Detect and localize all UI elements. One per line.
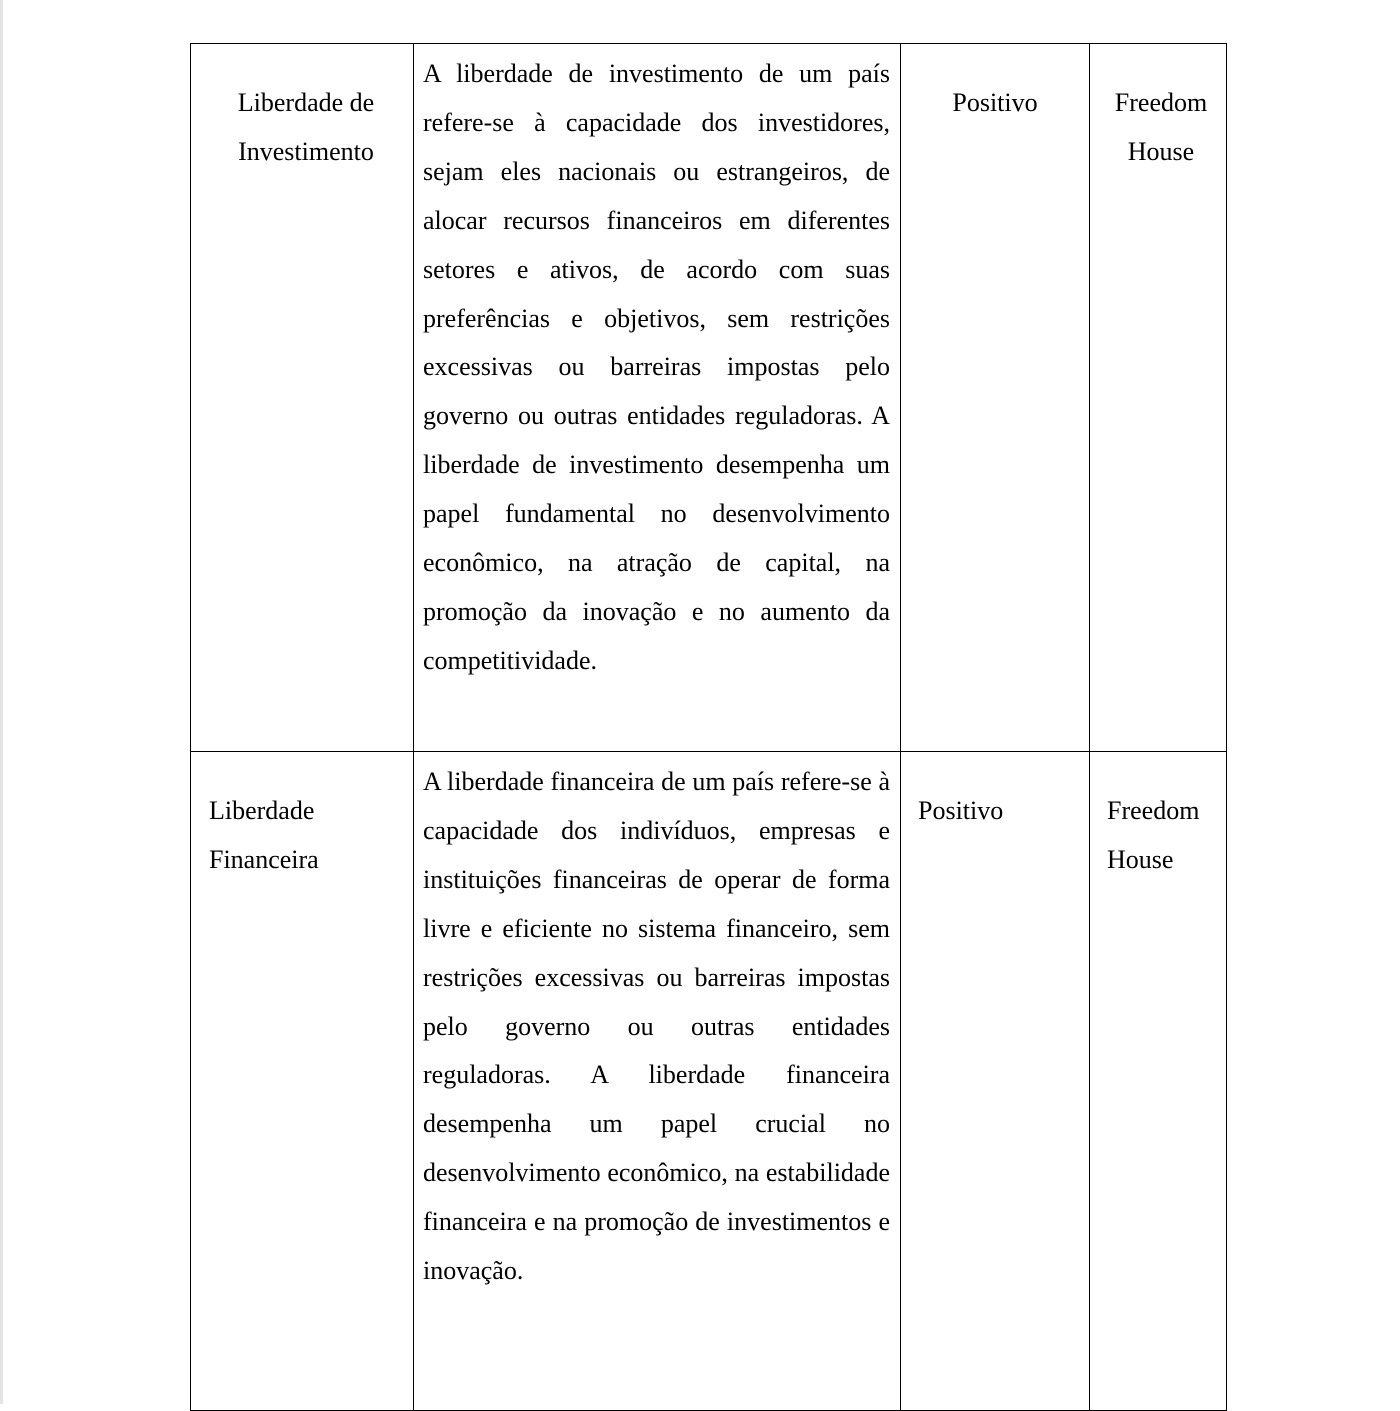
variable-name-cell (191, 752, 414, 1411)
variable-name-cell (191, 44, 414, 752)
expected-effect-cell (901, 752, 1090, 1411)
variable-description: A liberdade de investimento de um país refere-se à capacidade dos investidores, sejam eles nacionais ou estrangeiros, de alocar recursos financeiros em diferentes setores e ativos, de acordo com suas preferências e objetivos, sem restrições excessivas ou barreiras impostas pelo governo ou outras entidades reguladoras. A liberdade de investimento desempenha um papel fundamental no desenvolvimento econômico, na atração de capital, na promoção da inovação e no aumento da competitividade. (423, 59, 890, 675)
variable-description-cell (414, 44, 901, 752)
page-left-edge (0, 0, 3, 1404)
variable-name-line: Financeira (209, 844, 319, 874)
data-source-cell (1090, 44, 1227, 752)
data-source-cell (1090, 752, 1227, 1411)
data-source-line: Freedom (1114, 88, 1208, 117)
variable-name-line: Investimento (238, 136, 374, 166)
expected-effect-cell (901, 44, 1090, 752)
table-row (191, 752, 1227, 1411)
expected-effect: Positivo (952, 88, 1038, 117)
data-source-line: House (1127, 136, 1195, 166)
variable-description: A liberdade financeira de um país refere-se à capacidade dos indivíduos, empresas e instituições financeiras de operar de forma livre e eficiente no sistema financeiro, sem restrições excessivas ou barreiras impostas pelo governo ou outras entidades reguladoras. A liberdade financeira desempenha um papel crucial no desenvolvimento econômico, na estabilidade financeira e na promoção de investimentos e inovação. (423, 767, 890, 1286)
expected-effect: Positivo (918, 796, 1004, 825)
data-source-line: House (1107, 844, 1174, 874)
table-row (191, 44, 1227, 752)
variable-description-cell (414, 752, 901, 1411)
variable-name-line: Liberdade de (237, 88, 375, 117)
variables-table (190, 43, 1227, 1411)
data-source-line: Freedom (1107, 796, 1200, 825)
variable-name-line: Liberdade (209, 796, 315, 825)
